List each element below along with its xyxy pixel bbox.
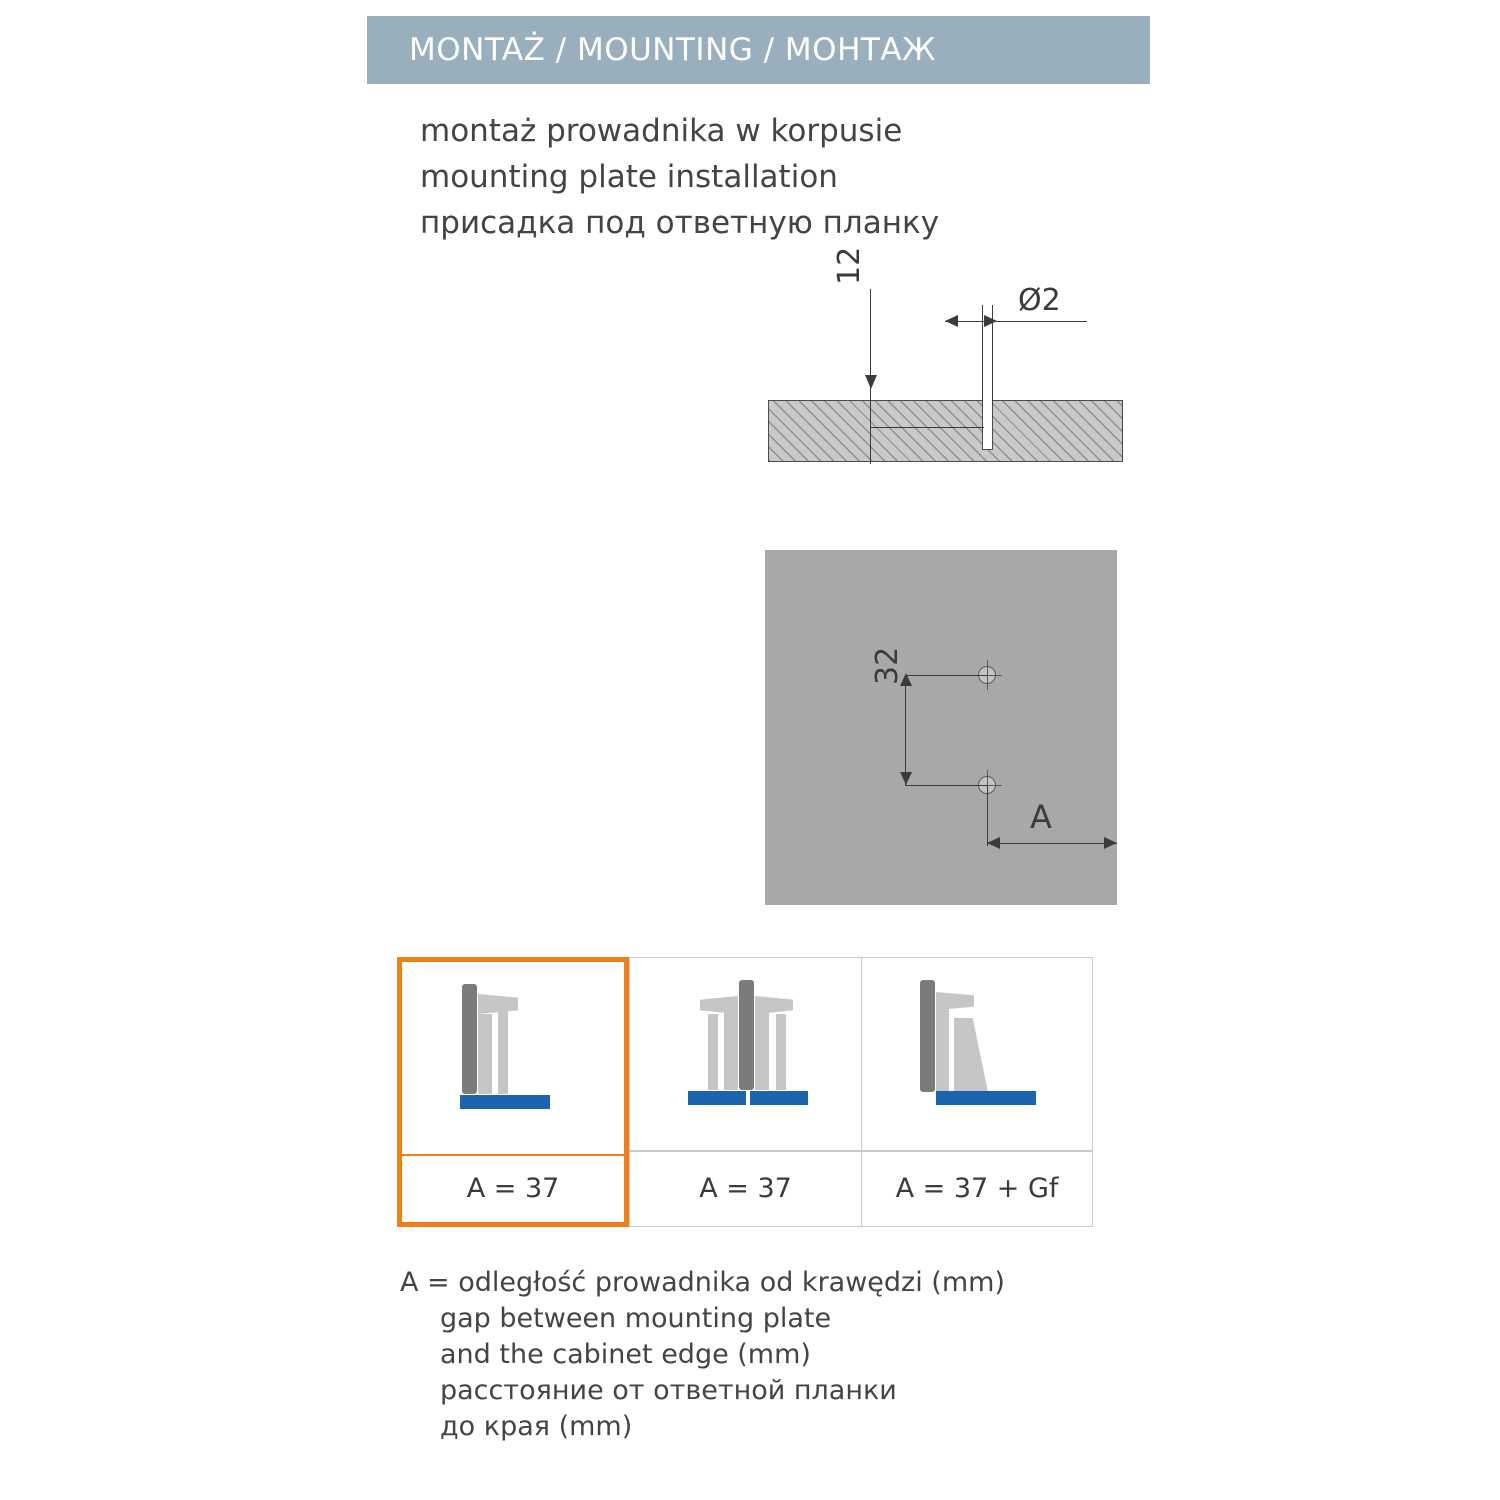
intro-line-ru: присадка под ответную планку	[420, 205, 940, 241]
spacing-extension-line-top	[905, 675, 987, 676]
hinge-cup-shape	[936, 1008, 949, 1092]
door-panel-shape	[462, 984, 477, 1094]
mounting-plate-left-shape	[708, 1014, 718, 1090]
intro-text-block	[420, 108, 1120, 246]
hinge-cup-right-shape	[755, 1010, 769, 1090]
variant-cell-divider	[862, 1150, 1092, 1152]
legend-block	[400, 1265, 1100, 1445]
spacing-extension-line-bottom	[905, 785, 987, 786]
variant-cell-overlay[interactable]	[397, 957, 629, 1227]
depth-dimension-label: 12	[832, 246, 867, 285]
section-header-bar	[367, 16, 1150, 84]
drill-hole-cavity	[982, 400, 993, 450]
mounting-plate-shape	[498, 1010, 508, 1094]
door-panel-shape	[739, 980, 754, 1090]
variant-label-twin: A = 37	[699, 1172, 792, 1204]
variant-cell-inset[interactable]	[861, 957, 1093, 1227]
mounting-plate-shape	[954, 1018, 988, 1092]
variant-cell-divider	[630, 1150, 861, 1152]
edge-distance-dimension-line	[987, 843, 1117, 844]
variant-cell-divider	[402, 1154, 624, 1156]
page-title: MONTAŻ / MOUNTING / МОНТАЖ	[409, 32, 936, 68]
intro-line-en: mounting plate installation	[420, 159, 838, 195]
cabinet-panel-surface	[765, 550, 1117, 905]
variant-figure-twin	[630, 958, 861, 1150]
variant-table	[397, 957, 1093, 1227]
edge-distance-arrow-right-icon	[1104, 837, 1117, 849]
variant-cell-twin[interactable]	[629, 957, 861, 1227]
spacing-dimension-label: 32	[870, 646, 905, 685]
door-panel-shape	[920, 980, 935, 1092]
spacing-arrow-bottom-icon	[900, 772, 912, 785]
spacing-dimension-line	[905, 675, 906, 785]
intro-line-pl: montaż prowadnika w korpusie	[420, 113, 903, 149]
cabinet-side-shape	[936, 1091, 1036, 1105]
mounting-plate-right-shape	[776, 1014, 786, 1090]
legend-line-ru-2: до края (mm)	[440, 1411, 633, 1442]
hinge-cup-left-shape	[724, 1010, 738, 1090]
diameter-leader-line	[992, 321, 1087, 322]
cabinet-panel-face-diagram	[765, 550, 1117, 905]
diameter-arrow-left-icon	[945, 315, 958, 327]
legend-line-en-2: and the cabinet edge (mm)	[440, 1339, 811, 1370]
edge-distance-dimension-label: A	[1030, 798, 1052, 836]
panel-cross-section-hatch	[768, 400, 1123, 462]
variant-label-inset: A = 37 + Gf	[895, 1172, 1059, 1204]
legend-line-ru-1: расстояние от ответной планки	[440, 1375, 897, 1406]
drilling-section-diagram	[760, 246, 1140, 485]
edge-distance-arrow-left-icon	[987, 837, 1000, 849]
variant-figure-overlay	[402, 962, 624, 1154]
depth-reference-line	[870, 427, 984, 428]
legend-line-en-1: gap between mounting plate	[440, 1303, 832, 1334]
legend-line-pl: A = odległość prowadnika od krawędzi (mm)	[400, 1267, 1005, 1298]
variant-figure-inset	[862, 958, 1092, 1150]
hinge-cup-shape	[478, 1014, 492, 1094]
cabinet-side-right-shape	[750, 1091, 808, 1105]
diameter-dimension-label: Ø2	[1018, 283, 1061, 318]
cabinet-side-left-shape	[688, 1091, 746, 1105]
cabinet-side-shape	[460, 1095, 550, 1109]
variant-label-overlay: A = 37	[466, 1172, 560, 1204]
depth-dimension-arrow-icon	[865, 375, 877, 389]
